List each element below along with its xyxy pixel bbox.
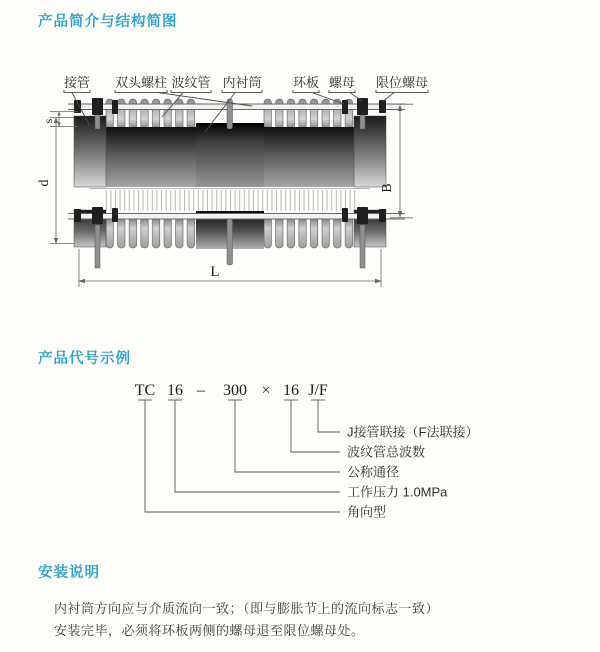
code-part-diameter: 300 — [223, 382, 247, 399]
code-part-type: TC — [134, 382, 156, 399]
hidden-lines-comb — [104, 190, 356, 211]
part-label-inner-liner: 内衬筒 — [222, 75, 262, 90]
ring-plate — [112, 208, 118, 222]
ring-plate — [112, 100, 118, 114]
ring-plate — [342, 100, 348, 114]
part-label-bellows: 波纹管 — [171, 75, 211, 90]
code-part-times-sign: × — [261, 382, 271, 399]
annotation-waves: 波纹管总波数 — [347, 444, 426, 460]
section-title-structure: 产品简介与结构简图 — [38, 14, 178, 30]
code-part-pressure: 16 — [167, 382, 183, 399]
dim-label-b: B — [380, 183, 395, 193]
code-connector-lines — [138, 400, 340, 512]
annotation-connection: J接管联接（F法联接） — [347, 424, 479, 440]
installation-instruction-line: 安装完毕，必须将环板两侧的螺母退至限位螺母处。 — [54, 623, 365, 638]
product-code-diagram — [0, 340, 600, 540]
code-part-connection: J/F — [308, 382, 328, 399]
part-labels — [64, 75, 428, 90]
installation-instruction-line: 内衬筒方向应与介质流向一致；（即与膨胀节上的流向标志一致） — [54, 601, 440, 616]
code-part-waves: 16 — [283, 382, 299, 399]
limit-nut — [379, 209, 386, 222]
part-label-limit-nut: 限位螺母 — [375, 75, 429, 90]
nut — [357, 207, 368, 224]
code-part-dash: – — [197, 382, 205, 399]
dim-label-s: s — [41, 118, 55, 124]
dim-label-l: L — [210, 264, 220, 280]
annotation-pressure: 工作压力 1.0MPa — [347, 484, 448, 500]
code-parts — [135, 382, 328, 399]
part-label-pipe-end: 接管 — [63, 75, 91, 90]
part-label-nut: 螺母 — [328, 75, 356, 90]
ring-plate — [342, 208, 348, 222]
center-stud-bottom — [227, 219, 233, 265]
section-title-installation: 安装说明 — [38, 565, 100, 581]
part-label-stud: 双头螺柱 — [114, 75, 168, 90]
limit-nut — [74, 209, 81, 222]
code-annotations — [347, 425, 478, 520]
nut — [357, 98, 368, 115]
annotation-type: 角向型 — [347, 504, 387, 520]
dim-label-d: d — [37, 179, 52, 187]
nut — [92, 98, 103, 115]
annotation-diameter: 公称通径 — [347, 464, 400, 480]
part-label-ring-plate: 环板 — [292, 75, 320, 90]
nut — [92, 207, 103, 224]
section-title-code-example: 产品代号示例 — [38, 351, 131, 367]
